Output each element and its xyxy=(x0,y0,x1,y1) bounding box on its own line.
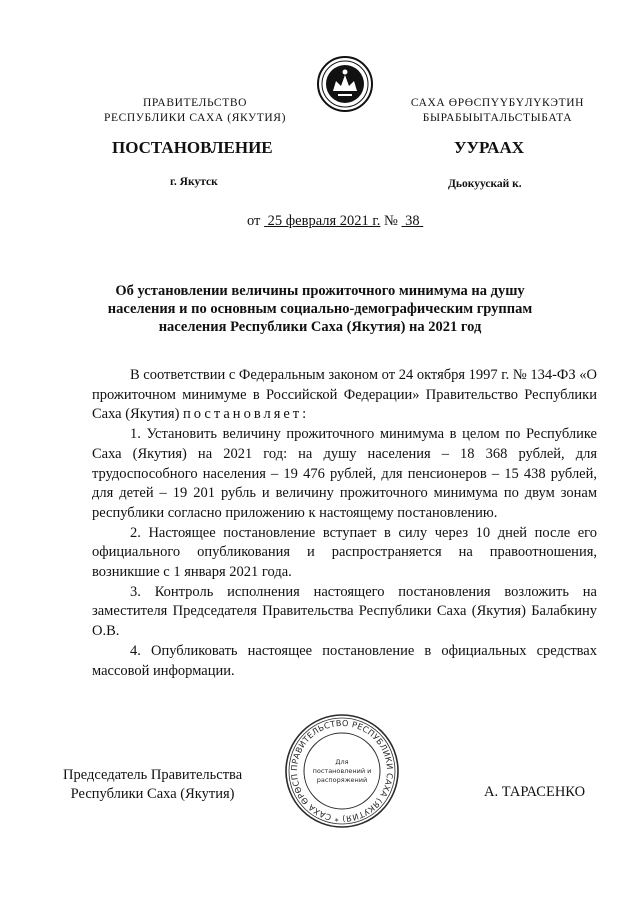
stamp-center-line1: Для xyxy=(335,758,349,766)
date-prefix: от xyxy=(247,213,261,229)
date-line xyxy=(247,213,423,230)
document-date: 25 февраля 2021 г. xyxy=(267,213,381,229)
document-body xyxy=(92,366,597,681)
stamp-center-line3: распоряжений xyxy=(316,776,368,784)
stamp-center-line2: постановлений и xyxy=(312,767,372,775)
government-name-ru: ПРАВИТЕЛЬСТВО РЕСПУБЛИКИ САХА (ЯКУТИЯ) xyxy=(103,97,286,124)
stamp-ring-text: ПРАВИТЕЛЬСТВО РЕСПУБЛИКИ САХА (ЯКУТИЯ) * САХА ӨРӨСП xyxy=(288,717,396,825)
document-title: Об установлении величины прожиточного минимума на душу населения и по основным социально-демографическим группам населения Республики Саха (Якутия) на 2021 год xyxy=(107,283,533,335)
signatory-name: А. ТАРАСЕНКО xyxy=(484,784,586,800)
government-name-sakha: САХА ӨРӨСПҮҮБҮЛҮКЭТИН БЫРАБЫЫТАЛЬСТЫБАТА xyxy=(410,97,585,124)
number-sign: № xyxy=(384,213,398,229)
item-3: 3. Контроль исполнения настоящего постановления возложить на заместителя Председателя Правительства Республики Саха (Якутия) Балабкину О.В. xyxy=(92,583,597,640)
city-sakha: Дьокуускай к. xyxy=(448,178,522,190)
intro-paragraph: В соответствии с Федеральным законом от 24 октября 1997 г. № 134-ФЗ «О прожиточном минимуме в Российской Федерации» Правительство Республики Саха (Якутия) постановляет: xyxy=(92,367,597,423)
doc-type-sakha: УУРААХ xyxy=(454,138,524,157)
document-number: 38 xyxy=(405,213,420,229)
item-1: 1. Установить величину прожиточного минимума в целом по Республике Саха (Якутия) на 2021 год: на душу населения – 18 368 рублей, для трудоспособного населения – 19 476 рублей, для пенсионеров – 15 438 рублей, для детей – 19 201 рубль и величину прожиточного минимума по двум зонам республики согласно приложению к настоящему постановлению. xyxy=(92,426,597,521)
coat-of-arms-emblem xyxy=(316,55,374,113)
official-stamp xyxy=(283,712,401,830)
doc-type-ru: ПОСТАНОВЛЕНИЕ xyxy=(112,138,273,157)
item-2: 2. Настоящее постановление вступает в силу через 10 дней после его официального опубликования и распространяется на правоотношения, возникшие с 1 января 2021 года. xyxy=(92,524,597,581)
item-4: 4. Опубликовать настоящее постановление в официальных средствах массовой информации. xyxy=(92,642,597,679)
city-ru: г. Якутск xyxy=(170,176,218,188)
signatory-title: Председатель Правительства Республики Саха (Якутия) xyxy=(63,767,243,802)
